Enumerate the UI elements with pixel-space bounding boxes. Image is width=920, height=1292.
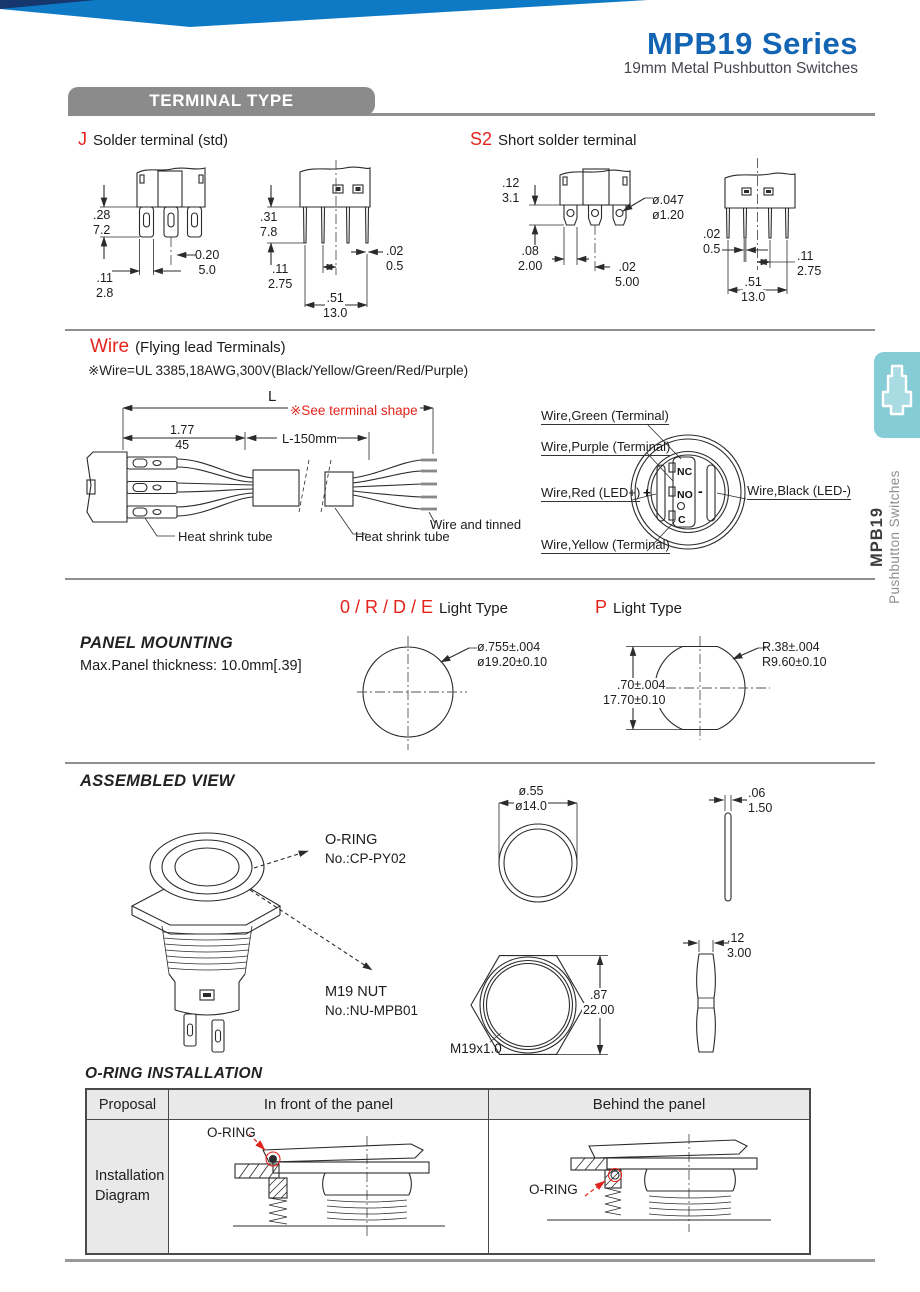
- page-bottom-rule: [65, 1259, 875, 1262]
- wire-yellow-label: Wire,Yellow (Terminal): [541, 537, 670, 552]
- j-label: Solder terminal (std): [93, 132, 229, 149]
- side-tab-caption: Pushbutton Switches: [887, 470, 902, 604]
- dim-label: 0.20 5.0: [195, 248, 220, 277]
- oring-installation-title: O-RING INSTALLATION: [85, 1065, 263, 1082]
- svg-text:C: C: [678, 514, 686, 526]
- page-subtitle: 19mm Metal Pushbutton Switches: [623, 60, 858, 77]
- wire-black-label: Wire,Black (LED-): [747, 483, 852, 498]
- dim-label: .51 13.0: [741, 275, 766, 304]
- dim-label: .28 7.2: [93, 208, 111, 237]
- dim-label: .12 3.00: [727, 931, 752, 960]
- oring-callout-no: No.:CP-PY02: [325, 851, 407, 866]
- s2-section-heading: [470, 129, 636, 150]
- p-code: P: [595, 597, 608, 617]
- wire-spec-note: ※Wire=UL 3385,18AWG,300V(Black/Yellow/Green/Red/Purple): [88, 363, 469, 378]
- table-body-row: [87, 1120, 809, 1253]
- assembled-view-title: ASSEMBLED VIEW: [80, 772, 235, 790]
- side-tab-vertical-text: [868, 437, 912, 637]
- section-divider: [65, 762, 875, 764]
- page-title: MPB19 Series: [646, 26, 858, 61]
- heat-shrink-label-2: Heat shrink tube: [355, 529, 450, 544]
- column-header-front: In front of the panel: [169, 1090, 489, 1120]
- dim-label: .11 2.75: [797, 249, 822, 278]
- panel-thickness-note: Max.Panel thickness: 10.0mm[.39]: [80, 658, 302, 674]
- nut-callout-no: No.:NU-MPB01: [325, 1003, 419, 1018]
- wire-section-heading: [90, 336, 286, 358]
- dim-label: .87 22.00: [583, 988, 615, 1017]
- see-terminal-shape-note: ※See terminal shape: [290, 403, 418, 418]
- orde-code: 0 / R / D / E: [340, 597, 434, 617]
- dim-L-label: L: [268, 388, 277, 405]
- j-code: J: [78, 129, 87, 149]
- orde-light-type-heading: [340, 597, 508, 618]
- oring-pointer-label: O-RING: [207, 1125, 256, 1140]
- nut-callout-name: M19 NUT: [325, 984, 388, 1000]
- dim-label: 1.77 45: [170, 423, 195, 452]
- p-label: Light Type: [613, 600, 682, 617]
- dim-label: .31 7.8: [260, 210, 278, 239]
- svg-text:NO: NO: [677, 489, 693, 501]
- dim-label: R.38±.004 R9.60±0.10: [762, 640, 827, 669]
- heat-shrink-label-1: Heat shrink tube: [178, 529, 273, 544]
- dim-label: .12 3.1: [502, 176, 520, 205]
- dim-label: .11 2.75: [268, 262, 293, 291]
- oring-pointer-label: O-RING: [529, 1182, 578, 1197]
- diagram-cell-front: [169, 1120, 489, 1253]
- dim-label: .08 2.00: [518, 244, 543, 273]
- j-section-heading: [78, 129, 228, 150]
- diagram-cell-behind: [489, 1120, 809, 1253]
- column-header-behind: Behind the panel: [489, 1090, 809, 1120]
- nut-thread-label: M19x1.0: [450, 1041, 502, 1056]
- dim-label: ø.55 ø14.0: [515, 784, 547, 813]
- dim-label: .06 1.50: [748, 786, 773, 815]
- p-light-type-heading: [595, 597, 682, 618]
- dim-label: .70±.004 17.70±0.10: [603, 678, 666, 707]
- panel-mounting-title: PANEL MOUNTING: [80, 634, 234, 652]
- wire-green-label: Wire,Green (Terminal): [541, 408, 669, 423]
- wire-label: (Flying lead Terminals): [135, 339, 286, 356]
- pushbutton-icon: [874, 352, 920, 438]
- svg-text:+: +: [643, 485, 651, 500]
- terminal-type-bar: TERMINAL TYPE: [68, 87, 375, 115]
- s2-label: Short solder terminal: [498, 132, 637, 149]
- s2-front-view-drawing: [495, 150, 710, 305]
- s2-code: S2: [470, 129, 493, 149]
- section-divider: [65, 329, 875, 331]
- dim-label: .02 5.00: [615, 260, 640, 289]
- side-tab-series: MPB19: [868, 506, 886, 568]
- dim-label: .02 0.5: [703, 227, 721, 256]
- svg-text:NC: NC: [677, 466, 693, 478]
- oring-installation-table: [85, 1088, 811, 1255]
- row-label-installation-diagram: Installation Diagram: [87, 1120, 169, 1253]
- series-side-tab: [874, 352, 920, 438]
- dim-l150-label: L-150mm: [282, 431, 337, 446]
- wire-code: Wire: [90, 336, 130, 357]
- wire-red-label: Wire,Red (LED+): [541, 485, 641, 500]
- orde-label: Light Type: [439, 600, 508, 617]
- table-header-row: [87, 1090, 809, 1120]
- dim-label: ø.755±.004 ø19.20±0.10: [477, 640, 548, 669]
- nut-side-drawing: [670, 928, 782, 1070]
- oring-callout-name: O-RING: [325, 832, 378, 848]
- dim-label: .51 13.0: [323, 291, 348, 320]
- column-header-proposal: Proposal: [87, 1090, 169, 1120]
- section-divider: [65, 578, 875, 580]
- dim-label: ø.047 ø1.20: [652, 193, 684, 222]
- svg-text:-: -: [698, 483, 703, 499]
- wire-tinned-label: Wire and tinned: [430, 517, 522, 532]
- dim-label: .02 0.5: [386, 244, 404, 273]
- s2-side-view-drawing: [700, 150, 885, 305]
- wire-purple-label: Wire,Purple (Terminal): [541, 439, 671, 454]
- dim-label: .11 2.8: [96, 271, 114, 300]
